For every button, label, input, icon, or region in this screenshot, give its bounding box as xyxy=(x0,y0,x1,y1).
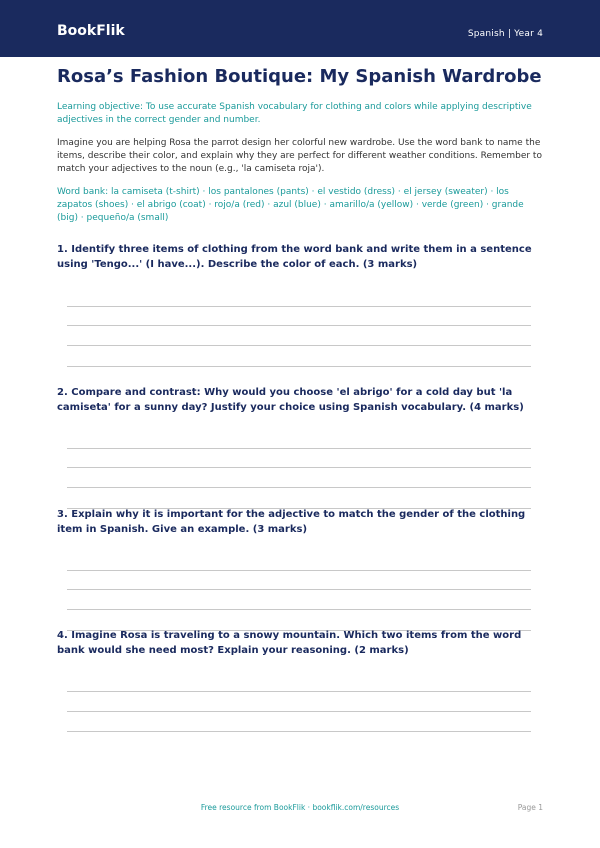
page-number: Page 1 xyxy=(517,803,543,812)
footer-credit[interactable]: Free resource from BookFlik · bookflik.com/resources xyxy=(200,803,400,812)
answer-line[interactable] xyxy=(67,691,531,692)
answer-line[interactable] xyxy=(67,487,531,488)
answer-line[interactable] xyxy=(67,345,531,346)
answer-line[interactable] xyxy=(67,366,531,367)
header-bar xyxy=(0,0,600,57)
answer-line[interactable] xyxy=(67,306,531,307)
question-2 xyxy=(57,385,543,415)
brand-logo[interactable]: BookFlik xyxy=(57,23,125,39)
instructions: Imagine you are helping Rosa the parrot design her colorful new wardrobe. Use the word bank to name the items, describe their color, and explain why they are perfect for different weather conditions. Remember to match your adjectives to the noun (e.g., 'la camiseta roja'). xyxy=(57,138,542,174)
subject-year-label: Spanish | Year 4 xyxy=(467,29,543,39)
answer-line[interactable] xyxy=(67,731,531,732)
answer-line[interactable] xyxy=(67,589,531,590)
answer-line[interactable] xyxy=(67,325,531,326)
answer-line[interactable] xyxy=(67,570,531,571)
question-text: 1. Identify three items of clothing from the word bank and write them in a sentence using 'Tengo...' (I have...). Describe the color of each. (3 marks) xyxy=(57,244,532,270)
answer-line[interactable] xyxy=(67,609,531,610)
question-text: 3. Explain why it is important for the adjective to match the gender of the clothing item in Spanish. Give an example. (3 marks) xyxy=(57,509,526,535)
question-text: 4. Imagine Rosa is traveling to a snowy mountain. Which two items from the word bank would she need most? Explain your reasoning. (2 marks) xyxy=(57,630,522,656)
learning-objective: Learning objective: To use accurate Spanish vocabulary for clothing and colors while applying descriptive adjectives in the correct gender and number. xyxy=(57,102,532,125)
worksheet-intro xyxy=(57,64,543,225)
question-3 xyxy=(57,507,543,537)
answer-line[interactable] xyxy=(67,467,531,468)
word-bank: Word bank: la camiseta (t-shirt) · los pantalones (pants) · el vestido (dress) · el jersey (sweater) · los zapatos (shoes) · el abrigo (coat) · rojo/a (red) · azul (blue) · amarillo/a (yellow) · verde (green) · grande (big) · pequeño/a (small) xyxy=(57,187,524,223)
answer-line[interactable] xyxy=(67,448,531,449)
question-1 xyxy=(57,242,543,272)
question-4 xyxy=(57,628,543,658)
page-title: Rosa’s Fashion Boutique: My Spanish Wardrobe xyxy=(57,66,542,87)
answer-line[interactable] xyxy=(67,711,531,712)
question-text: 2. Compare and contrast: Why would you choose 'el abrigo' for a cold day but 'la camiseta' for a sunny day? Justify your choice using Spanish vocabulary. (4 marks) xyxy=(57,387,524,413)
